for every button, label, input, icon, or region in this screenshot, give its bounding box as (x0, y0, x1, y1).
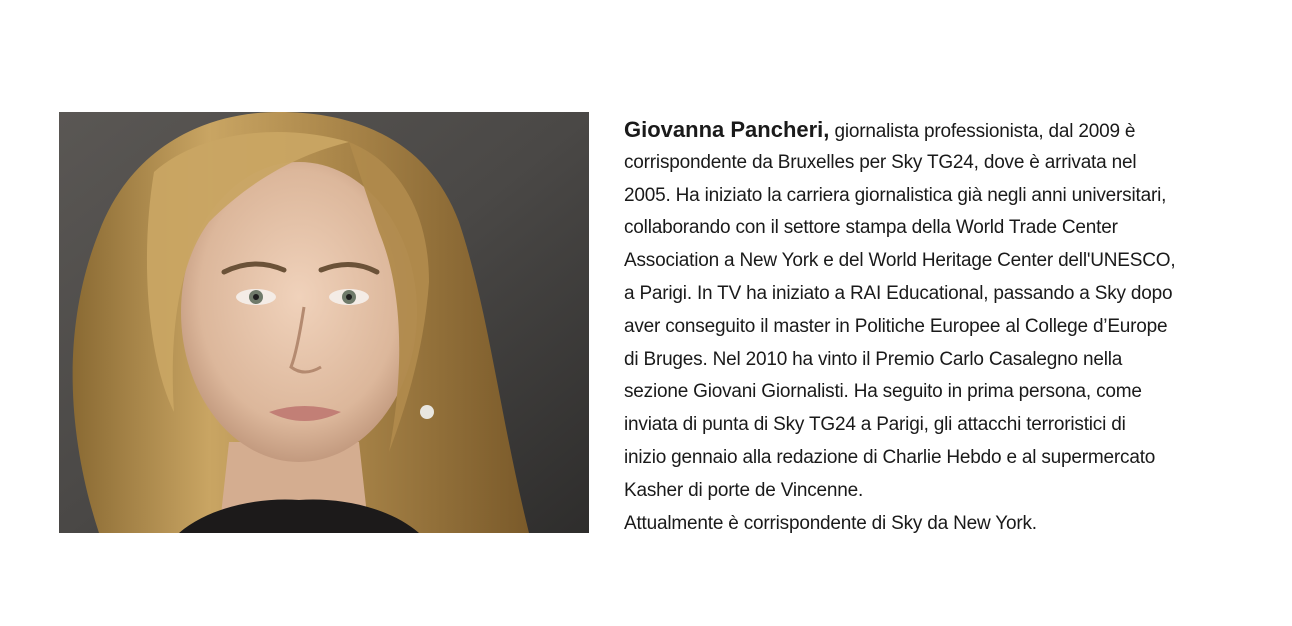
bio-line-2: corrispondente da Bruxelles per Sky TG24, dove è arrivata nel (624, 151, 1137, 173)
bio-text (624, 114, 1264, 540)
bio-line-7: aver conseguito il master in Politiche Europee al College d’Europe (624, 315, 1168, 337)
bio-line-6: a Parigi. In TV ha iniziato a RAI Educational, passando a Sky dopo (624, 282, 1173, 304)
bio-line-11: inizio gennaio alla redazione di Charlie Hebdo e al supermercato (624, 446, 1156, 468)
bio-line-10: inviata di punta di Sky TG24 a Parigi, gli attacchi terroristici di (624, 414, 1126, 436)
bio-line-5: Association a New York e del World Heritage Center dell'UNESCO, (624, 250, 1176, 272)
person-name: Giovanna Pancheri, (624, 117, 830, 142)
bio-line-9: sezione Giovani Giornalisti. Ha seguito in prima persona, come (624, 381, 1142, 403)
bio-line-4: collaborando con il settore stampa della World Trade Center (624, 217, 1118, 239)
bio-line-13: Attualmente è corrispondente di Sky da New York. (624, 512, 1037, 534)
portrait-photo (59, 112, 589, 533)
woman-portrait-photo-icon (59, 112, 589, 533)
bio-line-1 (624, 114, 1264, 147)
bio-line-8: di Bruges. Nel 2010 ha vinto il Premio Carlo Casalegno nella (624, 348, 1123, 370)
bio-line-12: Kasher di porte de Vincenne. (624, 479, 864, 501)
bio-line-3: 2005. Ha iniziato la carriera giornalistica già negli anni universitari, (624, 184, 1167, 206)
bio-line-1-text: giornalista professionista, dal 2009 è (829, 121, 1136, 142)
